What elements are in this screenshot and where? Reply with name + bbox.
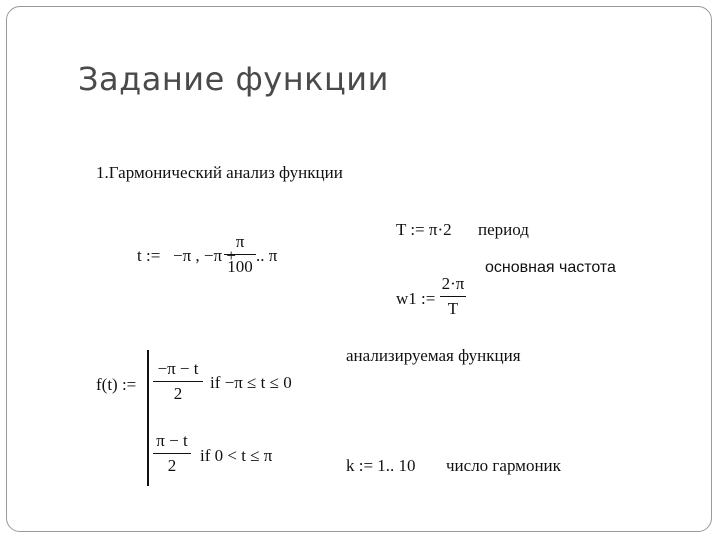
fraction-bar [153, 453, 191, 454]
t-def-frac-num: π [235, 232, 245, 251]
w1-frac-den: T [447, 299, 459, 318]
period-expr: T := π·2 [396, 220, 452, 239]
fraction-bar [224, 254, 256, 255]
w1-label: основная частота [485, 259, 616, 276]
fraction-bar [440, 296, 466, 297]
analyzed-function-label: анализируемая функция [346, 346, 521, 365]
w1-lhs: w1 := [396, 289, 436, 308]
t-def-expr-end: .. π [256, 246, 278, 265]
case1-den: 2 [173, 384, 183, 403]
t-def-lhs: t := [137, 246, 161, 265]
w1-frac-num: 2·π [441, 274, 465, 293]
case1-fraction [153, 359, 203, 404]
case2-num: π − t [156, 431, 188, 450]
period-label: период [478, 220, 529, 239]
t-def-frac-den: 100 [227, 257, 253, 276]
k-expr: k := 1.. 10 [346, 456, 416, 475]
k-label: число гармоник [446, 456, 561, 475]
case2-fraction [153, 431, 191, 476]
w1-fraction [440, 274, 466, 319]
case2-condition: if 0 < t ≤ π [200, 446, 273, 465]
case1-num: −π − t [157, 359, 199, 378]
f-def-lhs: f(t) := [96, 375, 137, 394]
slide-title: Задание функции [78, 60, 389, 98]
fraction-bar [153, 381, 203, 382]
case1-condition: if −π ≤ t ≤ 0 [210, 373, 292, 392]
worksheet-heading: 1.Гармонический анализ функции [96, 163, 343, 182]
piecewise-bracket [147, 350, 149, 486]
t-def-expr-start: −π , −π + [173, 246, 236, 265]
case2-den: 2 [167, 456, 177, 475]
t-def-fraction [224, 232, 256, 277]
